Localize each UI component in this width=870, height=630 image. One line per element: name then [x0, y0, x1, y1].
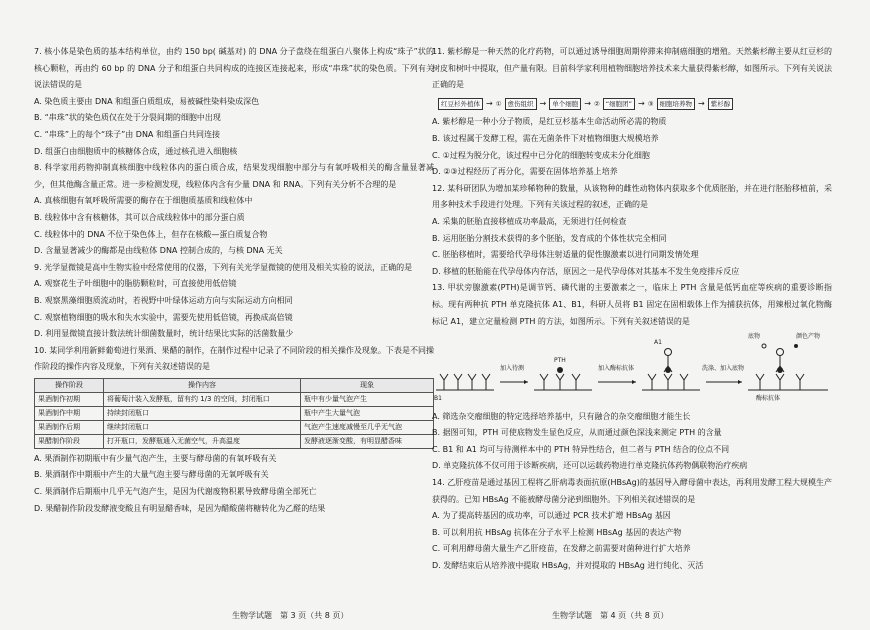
option-d: D. ②③过程经历了再分化，需要在固体培养基上培养 — [432, 167, 618, 177]
option-a: A. 采集的胚胎直接移植成功率最高，无须进行任何检查 — [432, 216, 627, 226]
flow-mark: ③ — [647, 99, 654, 108]
table-row — [35, 420, 434, 434]
right-column — [432, 44, 832, 575]
option-b: B. 观察黑藻细胞质流动时，若视野中叶绿体运动方向与实际运动方向相同 — [34, 295, 293, 305]
culture-flowchart — [438, 96, 832, 113]
table-header-row — [35, 378, 434, 392]
page-footer-right: 生物学试题 第 4 页（共 8 页） — [552, 611, 669, 620]
table-cell: 打开瓶口，发酵瓶通入无菌空气，升高温度 — [104, 434, 301, 448]
question-8 — [34, 160, 434, 260]
option-a: A. 真核细胞有氧呼吸所需要的酶存在于细胞质基质和线粒体中 — [34, 196, 253, 206]
flow-mark: ① — [495, 99, 502, 108]
table-cell: 果醋制作阶段 — [35, 434, 104, 448]
diagram-label-enzyme-antibody: 酶标抗体 — [756, 395, 781, 403]
option-b: B. 线粒体中含有核糖体，其可以合成线粒体中的部分蛋白质 — [34, 212, 245, 222]
diagram-label-color-product: 颜色产物 — [796, 333, 821, 341]
question-stem: 13. 甲状旁腺激素(PTH)是调节钙、磷代谢的主要激素之一，临床上 PTH 含量是低钙血症等疾病的重要诊断指标。现有两种抗 PTH 单克隆抗体 A1、B1，科研人员将 B1 固定在固相载体上作为捕获抗体，用辣根过氧化物酶标记 A1，建立定量检测 PTH 的方法，如图所示。下列有关叙述错误的是 — [432, 283, 832, 326]
option-a: A. 观察花生子叶细胞中的脂肪颗粒时，可直接使用低倍镜 — [34, 279, 237, 289]
table-header: 现象 — [301, 378, 434, 392]
table-cell: 发酵液逐渐变酸，有明显醋香味 — [301, 434, 434, 448]
option-b: B. 果酒制作中期瓶中产生的大量气泡主要与酵母菌的无氧呼吸有关 — [34, 470, 269, 480]
diagram-label-pth: PTH — [554, 357, 566, 365]
option-c: C. 果酒制作后期瓶中几乎无气泡产生，是因为代谢废物积累导致酵母菌全部死亡 — [34, 487, 317, 497]
table-cell: 瓶中有少量气泡产生 — [301, 392, 434, 406]
flow-step: 愈伤组织 — [505, 98, 537, 110]
question-stem: 10. 某同学利用新鲜葡萄进行果酒、果醋的制作，在制作过程中记录了不同阶段的相关操作及现象。下表是不同操作阶段的操作内容及现象，下列有关叙述错误的是 — [34, 345, 434, 372]
option-d: D. 果醋制作阶段发酵液变酸且有明显醋香味，是因为醋酸菌将糖转化为乙醛的结果 — [34, 503, 326, 513]
question-12 — [432, 181, 832, 281]
question-stem: 8. 科学家用药物抑制真核细胞中线粒体内的蛋白质合成，结果发现细胞中部分与有氧呼吸相关的酶含量显著减少，但其他酶含量正常。进一步检测发现，线粒体内含有少量 DNA 和 RNA。下列有关分析不合理的是 — [34, 163, 434, 189]
table-cell: 果酒制作后期 — [35, 420, 104, 434]
question-13 — [432, 280, 832, 475]
table-cell: 气泡产生速度减慢至几乎无气泡 — [301, 420, 434, 434]
option-a: A. 筛选杂交瘤细胞的特定选择培养基中，只有融合的杂交瘤细胞才能生长 — [432, 411, 691, 421]
question-stem: 9. 光学显微镜是高中生物实验中经常使用的仪器，下列有关光学显微镜的使用及相关实验的说法，正确的是 — [34, 262, 413, 272]
option-c: C. 观察植物细胞的吸水和失水实验中，需要先使用低倍镜，再换成高倍镜 — [34, 312, 293, 322]
option-d: D. 组蛋白由细胞质中的核糖体合成，通过核孔进入细胞核 — [34, 146, 238, 156]
question-stem: 11. 紫杉醇是一种天然的化疗药物，可以通过诱导细胞周期停滞来抑制癌细胞的增殖。天然紫杉醇主要从红豆杉的树皮和树叶中提取，但产量有限。目前科学家利用植物细胞培养技术来大量获得紫杉醇，如图所示。下列有关说法正确的是 — [432, 47, 832, 90]
question-10 — [34, 343, 434, 518]
option-b: B. 该过程属于发酵工程，需在无菌条件下对植物细胞大规模培养 — [432, 133, 659, 143]
flow-step: “细胞团” — [603, 98, 635, 110]
diagram-label-wash-add-substrate: 洗涤、加入底物 — [702, 365, 745, 373]
option-b: B. 据图可知，PTH 可使底物发生显色反应，从而通过颜色深浅来测定 PTH 的含量 — [432, 428, 722, 438]
question-stem: 7. 核小体是染色质的基本结构单位，由约 150 bp( 碱基对) 的 DNA 分子盘绕在组蛋白八聚体上构成“珠子”状的核心颗粒，再由约 60 bp 的 DNA 分子和组蛋白共同构成的连接区连接起来，形成“串珠”状的染色质。下列有关说法错误的是 — [34, 47, 434, 90]
page-footer-left: 生物学试题 第 3 页（共 8 页） — [232, 611, 349, 620]
question-9 — [34, 260, 434, 343]
question-14 — [432, 475, 832, 575]
option-d: D. 发酵结束后从培养液中提取 HBsAg，并对提取的 HBsAg 进行纯化、灭活 — [432, 561, 704, 571]
option-c: C. 胚胎移植时，需要给代孕母体注射适量的促性腺激素以进行同期发情处理 — [432, 250, 699, 260]
table-header: 操作阶段 — [35, 378, 104, 392]
flow-step: 单个细胞 — [549, 98, 581, 110]
option-d: D. 单克隆抗体不仅可用于诊断疾病，还可以运载药物进行单克隆抗体药物偶联物治疗疾病 — [432, 461, 748, 471]
left-column — [34, 44, 434, 517]
arrow-icon: → — [584, 98, 591, 108]
table-cell: 瓶中产生大量气泡 — [301, 406, 434, 420]
option-c: C. ①过程为脱分化，该过程中已分化的细胞转变成未分化细胞 — [432, 150, 650, 160]
flow-step: 紫杉醇 — [708, 98, 734, 110]
table-cell: 果酒制作初期 — [35, 392, 104, 406]
table-row — [35, 392, 434, 406]
option-a: A. 为了提高转基因的成功率，可以通过 PCR 技术扩增 HBsAg 基因 — [432, 511, 671, 521]
flow-mark: ② — [593, 99, 600, 108]
option-c: C. B1 和 A1 均可与待测样本中的 PTH 特异性结合，但二者与 PTH 结合的位点不同 — [432, 444, 730, 454]
option-b: B. 运用胚胎分割技术获得的多个胚胎，发育成的个体性状完全相同 — [432, 233, 667, 243]
flow-step: 红豆杉外植体 — [438, 98, 483, 110]
table-cell: 将葡萄汁装入发酵瓶，留有约 1/3 的空间，封闭瓶口 — [104, 392, 301, 406]
arrow-icon: → — [539, 98, 547, 108]
question-stem: 14. 乙肝疫苗是通过基因工程将乙肝病毒表面抗原(HBsAg)的基因导入酵母菌中表达，再利用发酵工程大规模生产获得的。已知 HBsAg 不能被酵母菌分泌到细胞外。下列相关叙述错误的是 — [432, 478, 832, 504]
arrow-icon: → — [698, 98, 705, 108]
diagram-label-a1: A1 — [654, 339, 662, 347]
diagram-label-substrate: 底物 — [748, 333, 761, 341]
option-a: A. 紫杉醇是一种小分子物质，是红豆杉基本生命活动所必需的物质 — [432, 117, 667, 127]
diagram-label-b1: B1 — [434, 395, 442, 403]
option-d: D. 含量显著减少的酶都是由线粒体 DNA 控制合成的，与核 DNA 无关 — [34, 246, 283, 256]
arrow-icon: → — [638, 98, 645, 108]
operations-table — [34, 378, 434, 449]
elisa-diagram — [432, 330, 832, 402]
question-11 — [432, 44, 832, 181]
option-c: C. 可利用酵母菌大量生产乙肝疫苗，在发酵之前需要对菌种进行扩大培养 — [432, 544, 691, 554]
arrow-icon: → — [486, 98, 493, 108]
option-b: B. 可以利用抗 HBsAg 抗体在分子水平上检测 HBsAg 基因的表达产物 — [432, 527, 682, 537]
flow-step: 细胞培养物 — [657, 98, 696, 110]
question-stem: 12. 某科研团队为增加某珍稀物种的数量，从该物种的雌性动物体内获取多个优质胚胎，并在进行胚胎移植前，采用多种技术手段进行处理。下列有关该过程的叙述，正确的是 — [432, 183, 832, 210]
table-header: 操作内容 — [104, 378, 301, 392]
diagram-label-add-enzyme-antibody: 加入酶标抗体 — [598, 365, 635, 373]
question-7 — [34, 44, 434, 160]
option-a: A. 染色质主要由 DNA 和组蛋白质组成，易被碱性染料染成深色 — [34, 96, 260, 106]
option-d: D. 移植的胚胎能在代孕母体内存活，原因之一是代孕母体对其基本不发生免疫排斥反应 — [432, 266, 740, 276]
table-cell: 继续封闭瓶口 — [104, 420, 301, 434]
option-b: B. “串珠”状的染色质仅在处于分裂间期的细胞中出现 — [34, 113, 221, 123]
option-c: C. “串珠”上的每个“珠子”由 DNA 和组蛋白共同连接 — [34, 129, 220, 139]
option-d: D. 利用显微镜直接计数法统计细菌数量时，统计结果比实际的活菌数量少 — [34, 329, 294, 339]
table-cell: 持续封闭瓶口 — [104, 406, 301, 420]
table-row — [35, 434, 434, 448]
option-c: C. 线粒体中的 DNA 不位于染色体上，但存在核酸—蛋白质复合物 — [34, 229, 268, 239]
option-a: A. 果酒制作初期瓶中有少量气泡产生，主要与酵母菌的有氧呼吸有关 — [34, 453, 277, 463]
table-cell: 果酒制作中期 — [35, 406, 104, 420]
table-row — [35, 406, 434, 420]
diagram-label-add-sample: 加入待测 — [500, 365, 525, 373]
